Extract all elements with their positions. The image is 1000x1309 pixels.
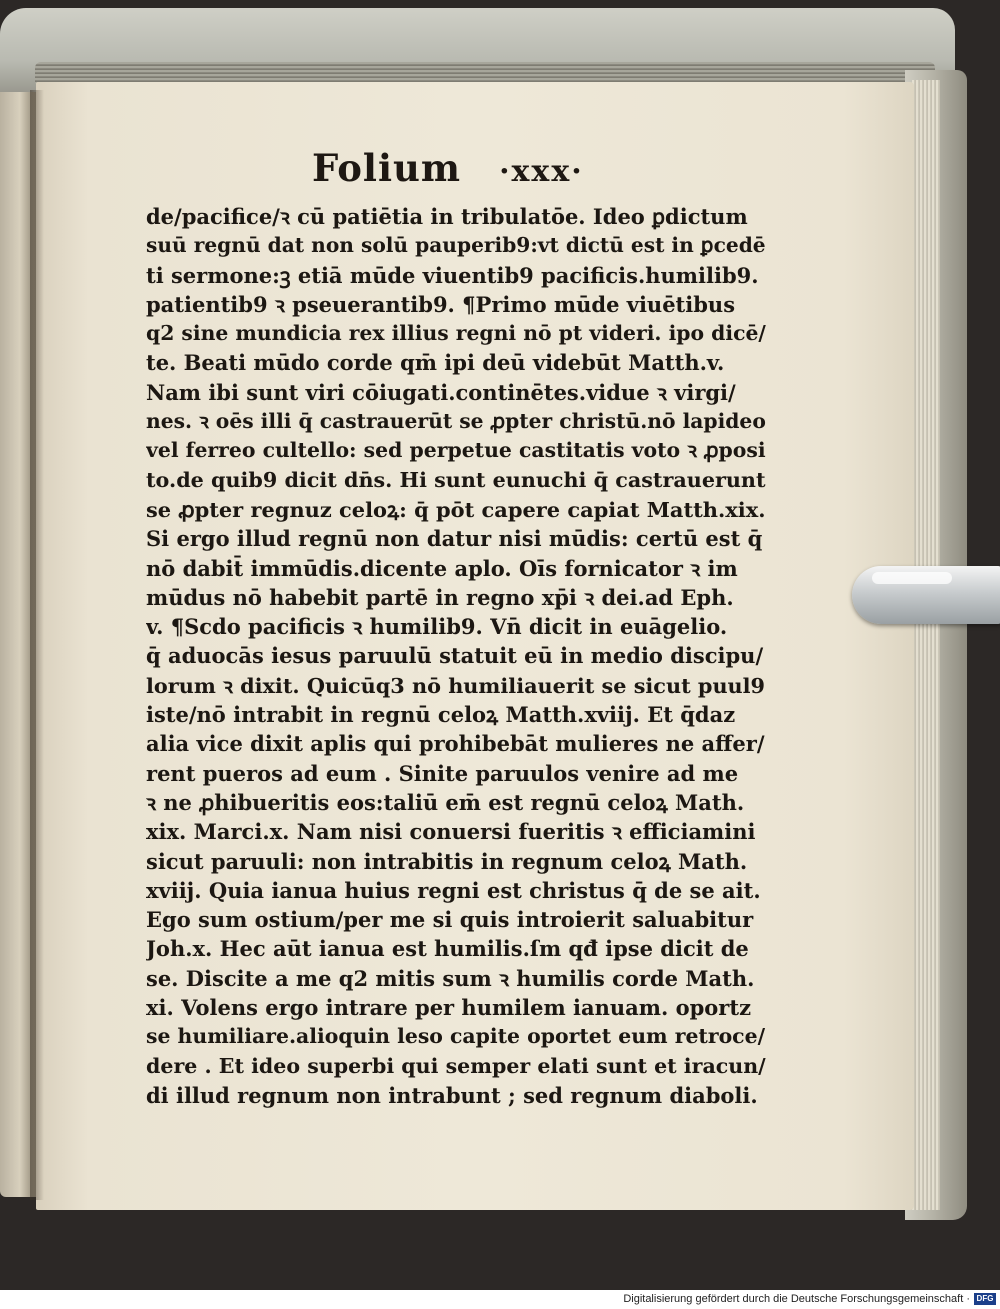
text-line: mūdus nō habebit partē in regno xp̄i ꝛ dei.ad Eph. <box>146 584 734 610</box>
footer-credit: Digitalisierung gefördert durch die Deutsche Forschungsgemeinschaft · <box>623 1293 970 1305</box>
text-line: xix. Marci.x. Nam nisi conuersi fueritis ꝛ efficiamini <box>146 819 756 845</box>
text-line: suū regnū dat non solū pauperib9:vt dictū est in ꝑcedē <box>146 233 766 258</box>
text-line: alia vice dixit aplis qui prohibebāt mulieres ne affer/ <box>146 731 765 757</box>
text-line: v. ¶Scdo pacificis ꝛ humilib9. Vn̄ dicit in euāgelio. <box>146 614 728 640</box>
text-line: Joh.x. Hec aūt ianua est humilis.ſm qđ ipse dicit de <box>146 936 749 962</box>
page-stack-top <box>35 62 935 84</box>
text-line: patientib9 ꝛ pseuerantib9. ¶Primo mūde viuētibus <box>146 291 736 317</box>
text-line: nō dabit̄ immūdis.dicente aplo. Oīs fornicator ꝛ im <box>146 555 738 581</box>
running-head-word: Folium <box>312 146 462 190</box>
page-clip-highlight <box>872 572 952 584</box>
text-line: sicut paruuli: non intrabitis in regnum celoꝝ Math. <box>146 848 748 874</box>
text-line: nes. ꝛ oēs illi q̄ castrauerūt se ꝓpter christū.nō lapideo <box>146 409 766 434</box>
text-line: xviij. Quia ianua huius regni est christus q̄ de se ait. <box>146 877 761 903</box>
text-line: dere . Et ideo superbi qui semper elati sunt et iracun/ <box>146 1053 766 1078</box>
text-line: iste/nō intrabit in regnū celoꝝ Matth.xviij. Et q̄daz <box>146 702 736 728</box>
dfg-logo: DFG <box>974 1293 996 1305</box>
text-line: to.de quib9 dicit dn̄s. Hi sunt eunuchi q̄ castrauerunt <box>146 467 766 492</box>
text-line: ti sermone:ꝫ etiā mūde viuentib9 pacificis.humilib9. <box>146 262 759 288</box>
text-line: rent pueros ad eum . Sinite paruulos venire ad me <box>146 760 739 786</box>
text-line: lorum ꝛ dixit. Quicūq3 nō humiliauerit se sicut puul9 <box>146 672 766 698</box>
spine-shadow <box>30 90 44 1200</box>
text-line: xi. Volens ergo intrare per humilem ianuam. oportz <box>146 995 751 1021</box>
text-line: q̄ aduocās iesus paruulū statuit eū in medio discipu/ <box>146 643 764 669</box>
text-line: se. Discite a me q2 mitis sum ꝛ humilis corde Math. <box>146 965 755 991</box>
text-line: se ꝓpter regnuz celoꝝ: q̄ pōt capere capiat Matth.xix. <box>146 496 766 522</box>
text-line: se humiliare.alioquin leso capite oportet eum retroce/ <box>146 1024 766 1049</box>
text-line: te. Beati mūdo corde qm̄ ipi deū videbūt Matth.v. <box>146 350 725 376</box>
text-line: ꝛ ne ꝓhibueritis eos:taliū em̄ est regnū celoꝝ Math. <box>146 789 745 815</box>
folio-number: ·xxx· <box>499 154 584 189</box>
text-line: vel ferreo cultello: sed perpetue castitatis voto ꝛ ꝓposi <box>146 438 766 463</box>
text-line: Nam ibi sunt viri cōiugati.continētes.vidue ꝛ virgi/ <box>146 379 736 405</box>
running-head <box>312 146 584 190</box>
text-line: de/pacifice/ꝛ cū patiētia in tribulatōe. Ideo ꝑdictum <box>146 204 748 229</box>
page-edges-right <box>912 80 940 1210</box>
text-line: Ego sum ostium/per me si quis introierit saluabitur <box>146 907 754 933</box>
text-line: q2 sine mundicia rex illius regni nō pt videri. ipo dicē/ <box>146 321 766 346</box>
text-line: Si ergo illud regnū non datur nisi mūdis: certū est q̄ <box>146 526 763 552</box>
text-block <box>146 202 766 1110</box>
text-line: di illud regnum non intrabunt ; sed regnum diaboli. <box>146 1082 758 1108</box>
